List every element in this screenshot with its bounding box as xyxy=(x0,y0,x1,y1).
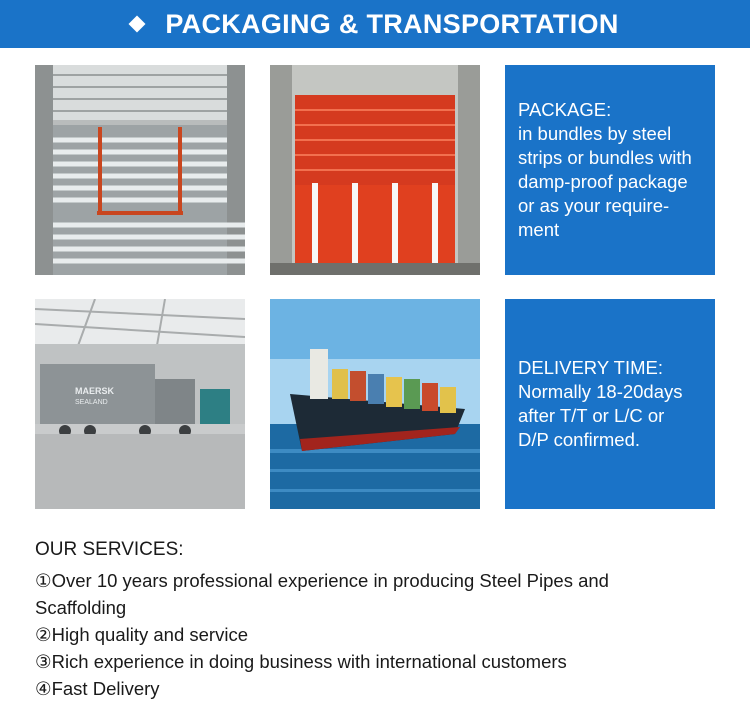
container-ship-photo xyxy=(270,299,480,509)
banner-title: PACKAGING & TRANSPORTATION xyxy=(165,8,619,39)
section-banner xyxy=(0,0,750,48)
services-title: OUR SERVICES: xyxy=(35,539,184,560)
diamond-icon xyxy=(129,16,146,33)
package-info-box xyxy=(505,65,715,275)
service-item: ②High quality and service xyxy=(35,624,248,645)
svg-text:MAERSK: MAERSK xyxy=(75,386,115,396)
red-props-container-photo xyxy=(270,65,480,275)
warehouse-truck-photo xyxy=(35,299,245,509)
service-item: ③Rich experience in doing business with international customers xyxy=(35,651,567,672)
service-item: ④Fast Delivery xyxy=(35,678,160,699)
galvanized-pipes-container-photo xyxy=(35,65,245,275)
delivery-info-text: DELIVERY TIME: Normally 18-20days after T/T or L/C or D/P confirmed. xyxy=(518,357,683,450)
package-info-text: PACKAGE: in bundles by steel strips or bundles with damp-proof package or as your require- ment xyxy=(518,99,692,240)
service-item: ①Over 10 years professional experience in producing Steel Pipes and Scaffolding xyxy=(35,570,609,618)
delivery-info-box xyxy=(505,299,715,509)
svg-text:SEALAND: SEALAND xyxy=(75,399,108,406)
services-list xyxy=(35,567,685,702)
